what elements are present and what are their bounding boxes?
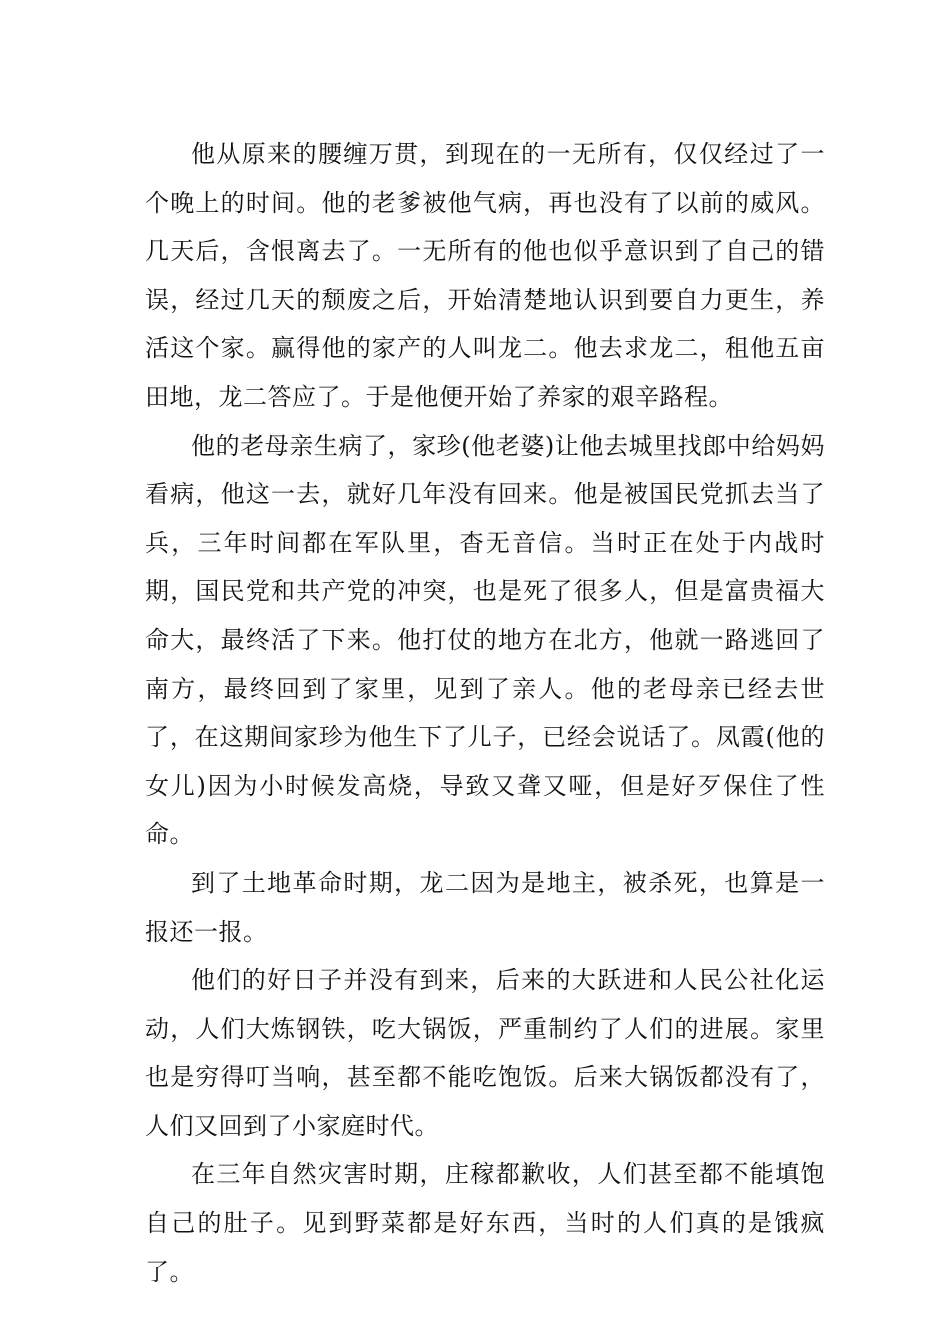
paragraph-1: 他从原来的腰缠万贯，到现在的一无所有，仅仅经过了一个晚上的时间。他的老爹被他气病，再也没有了以前的威风。几天后，含恨离去了。一无所有的他也似乎意识到了自己的错误，经过几天的颓废之后，开始清楚地认识到要自力更生，养活这个家。赢得他的家产的人叫龙二。他去求龙二，租他五亩田地，龙二答应了。于是他便开始了养家的艰辛路程。 xyxy=(145,140,825,411)
paragraph-3: 到了土地革命时期，龙二因为是地主，被杀死，也算是一报还一报。 xyxy=(145,868,825,946)
document-page xyxy=(145,130,825,1296)
paragraph-2: 他的老母亲生病了，家珍(他老婆)让他去城里找郎中给妈妈看病，他这一去，就好几年没有回来。他是被国民党抓去当了兵，三年时间都在军队里，杳无音信。当时正在处于内战时期，国民党和共产党的冲突，也是死了很多人，但是富贵福大命大，最终活了下来。他打仗的地方在北方，他就一路逃回了南方，最终回到了家里，见到了亲人。他的老母亲已经去世了，在这期间家珍为他生下了儿子，已经会说话了。凤霞(他的女儿)因为小时候发高烧，导致又聋又哑，但是好歹保住了性命。 xyxy=(145,431,825,849)
paragraph-4: 他们的好日子并没有到来，后来的大跃进和人民公社化运动，人们大炼钢铁，吃大锅饭，严重制约了人们的进展。家里也是穷得叮当响，甚至都不能吃饱饭。后来大锅饭都没有了，人们又回到了小家庭时代。 xyxy=(145,966,825,1140)
paragraph-5: 在三年自然灾害时期，庄稼都歉收，人们甚至都不能填饱自己的肚子。见到野菜都是好东西，当时的人们真的是饿疯了。 xyxy=(145,1160,825,1286)
